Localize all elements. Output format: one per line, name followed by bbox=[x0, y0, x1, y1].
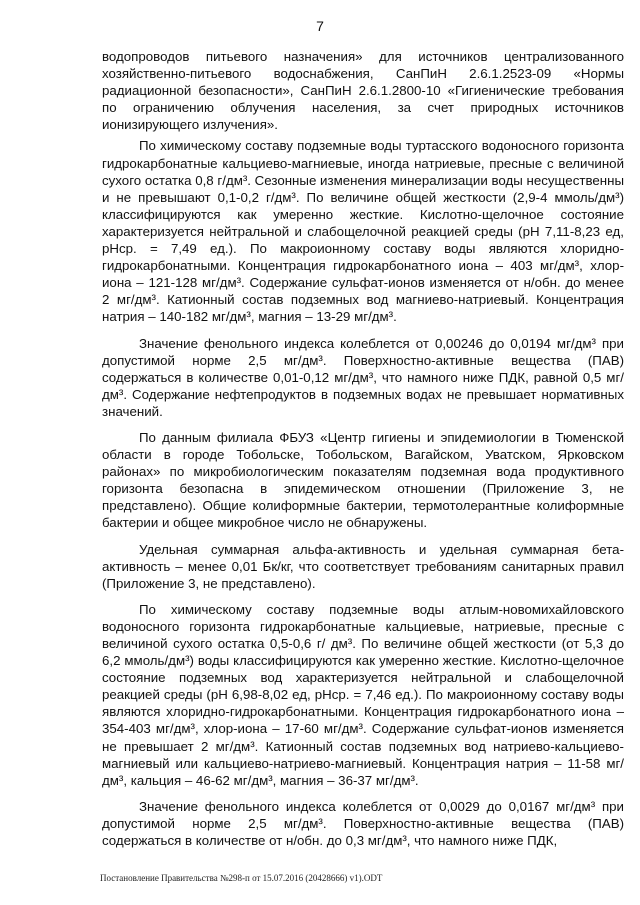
paragraph-2: По химическому составу подземные воды туртасского водоносного горизонта гидрокарбонатные кальциево-магниевые, иногда натриевые, пресные с величиной сухого остатка 0,8 г/дм³. Сезонные изменения минерализации воды несущественны и не превышают 0,1-0,2 г/дм³. По величине общей жесткости (2,9-4 ммоль/дм³) классифицируются как умеренно жесткие. Кислотно-щелочное состояние характеризуется нейтральной и слабощелочной реакцией среды (pH 7,11-8,23 ед, pHср. = 7,49 ед.). По макроионному составу воды являются хлоридно-гидрокарбонатными. Концентрация гидрокарбонатного иона – 403 мг/дм³, хлор-иона – 121-128 мг/дм³. Содержание сульфат-ионов изменяется от н/обн. до менее 2 мг/дм³. Катионный состав подземных вод магниево-натриевый. Концентрация натрия – 140-182 мг/дм³, магния – 13-29 мг/дм³. bbox=[102, 138, 624, 325]
paragraph-4: По данным филиала ФБУЗ «Центр гигиены и эпидемиологии в Тюменской области в городе Тобольске, Тобольском, Вагайском, Уватском, Ярковском районах» по микробиологическим показателям подземная вода продуктивного горизонта безопасна в эпидемическом отношении (Приложение 3, не представлено). Общие колиформные бактерии, термотолерантные колиформные бактерии и общее микробное число не обнаружены. bbox=[102, 429, 624, 531]
paragraph-1: водопроводов питьевого назначения» для источников централизованного хозяйственно-питьевого водоснабжения, СанПиН 2.6.1.2523-09 «Нормы радиационной безопасности», СанПиН 2.6.1.2800-10 «Гигиенические требования по ограничению облучения населения, за счет природных источников ионизирующего излучения». bbox=[102, 49, 624, 133]
footer-document-id: Постановление Правительства №298-п от 15.07.2016 (20428666) v1).ODT bbox=[100, 873, 383, 883]
page-number: 7 bbox=[316, 18, 324, 34]
paragraph-6: По химическому составу подземные воды атлым-новомихайловского водоносного горизонта гидрокарбонатные кальциевые, натриевые, пресные с величиной сухого остатка 0,5-0,6 г/ дм³. По величине общей жесткости (от 5,3 до 6,2 ммоль/дм³) воды классифицируются как умеренно жесткие. Кислотно-щелочное состояние подземных вод характеризуется нейтральной и слабощелочной реакцией среды (pH 6,98-8,02 ед, pHср. = 7,46 ед.). По макроионному составу воды являются хлоридно-гидрокарбонатными. Концентрация гидрокарбонатного иона – 354-403 мг/дм³, хлор-иона – 17-60 мг/дм³. Содержание сульфат-ионов изменяется не превышает 2 мг/дм³. Катионный состав подземных вод натриево-кальциево-магниевый или кальциево-натриево-магниевый. Концентрация натрия – 11-58 мг/дм³, кальция – 46-62 мг/дм³, магния – 36-37 мг/дм³. bbox=[102, 601, 624, 788]
document-body bbox=[102, 48, 624, 849]
paragraph-7: Значение фенольного индекса колеблется от 0,0029 до 0,0167 мг/дм³ при допустимой норме 2,5 мг/дм³. Поверхностно-активные вещества (ПАВ) содержаться в количестве от н/обн. до 0,3 мг/дм³, что намного ниже ПДК, bbox=[102, 798, 624, 849]
paragraph-3: Значение фенольного индекса колеблется от 0,00246 до 0,0194 мг/дм³ при допустимой норме 2,5 мг/дм³. Поверхностно-активные вещества (ПАВ) содержаться в количестве 0,01-0,12 мг/дм³, что намного ниже ПДК, равной 0,5 мг/дм³. Содержание нефтепродуктов в подземных водах не превышает нормативных значений. bbox=[102, 335, 624, 419]
paragraph-5: Удельная суммарная альфа-активность и удельная суммарная бета-активность – менее 0,01 Бк/кг, что соответствует требованиям санитарных правил (Приложение 3, не представлено). bbox=[102, 541, 624, 591]
